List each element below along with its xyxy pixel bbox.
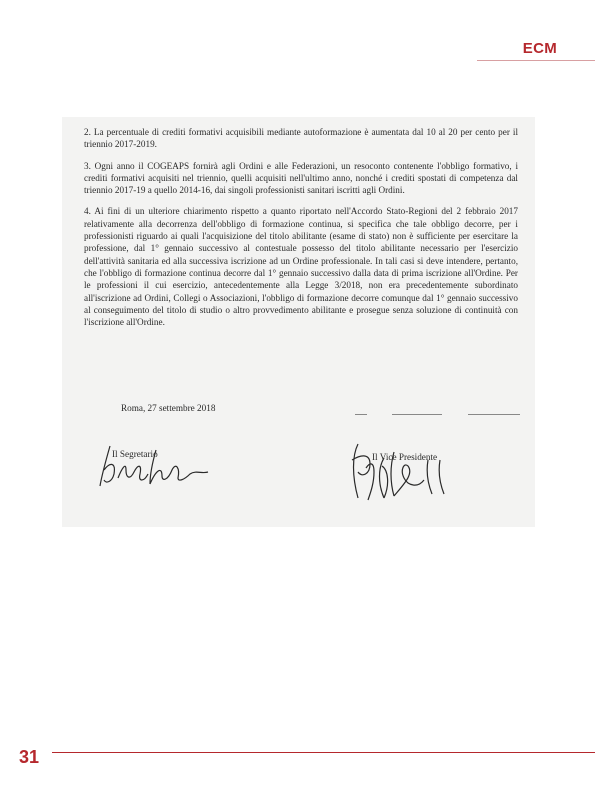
vice-president-signature: [348, 440, 458, 505]
blank-line: [392, 414, 442, 415]
section-tag: ECM: [522, 40, 557, 57]
paragraph-3: 3. Ogni anno il COGEAPS fornirà agli Ordini e alle Federazioni, un resoconto contenente l'obbligo formativo, i crediti formativi acquisiti nel triennio, quelli acquisiti nell'ultimo anno, nonché i crediti spostati di competenza dal triennio 2017-19 a quello 2014-16, dai singoli professionisti sanitari iscritti agli Ordini.: [84, 160, 518, 196]
place-date: Roma, 27 settembre 2018: [121, 403, 216, 413]
document-body: [84, 126, 518, 337]
vice-president-label: Il Vice Presidente: [372, 452, 438, 462]
footer-rule: [52, 752, 595, 753]
page-number: 31: [19, 747, 40, 767]
secretary-label: Il Segretario: [112, 449, 158, 459]
header-rule: [477, 60, 595, 61]
paragraph-4: 4. Ai fini di un ulteriore chiarimento rispetto a quanto riportato nell'Accordo Stato-Regioni del 2 febbraio 2017 relativamente alla decorrenza dell'obbligo di formazione continua, si specifica che tale obbligo decorre, per i professionisti riguardo ai quali l'acquisizione del titolo abilitante (esame di stato) non è sufficiente per esercitare la professione, dal 1° gennaio successivo al contestuale possesso del titolo abilitante necessario per l'esercizio dell'attività sanitaria ed alla successiva iscrizione ad un Ordine professionale. In tali casi si deve intendere, pertanto, che l'obbligo di formazione continua decorre dal 1° gennaio successivo dalla data di prima iscrizione all'Ordine. Per le professioni il cui esercizio, antecedentemente alla Legge 3/2018, non era precedentemente subordinato all'iscrizione ad Ordini, Collegi o Associazioni, l'obbligo di formazione decorre comunque dal 1° gennaio successivo al conseguimento del titolo di studio o altro provvedimento abilitante e prosegue senza soluzione di continuità con l'iscrizione all'Ordine.: [84, 206, 518, 328]
paragraph-2: 2. La percentuale di crediti formativi acquisibili mediante autoformazione è aumentata dal 10 al 20 per cento per il triennio 2017-2019.: [84, 127, 518, 150]
blank-line: [468, 414, 520, 415]
blank-line: [355, 414, 367, 415]
secretary-signature: [96, 440, 216, 490]
